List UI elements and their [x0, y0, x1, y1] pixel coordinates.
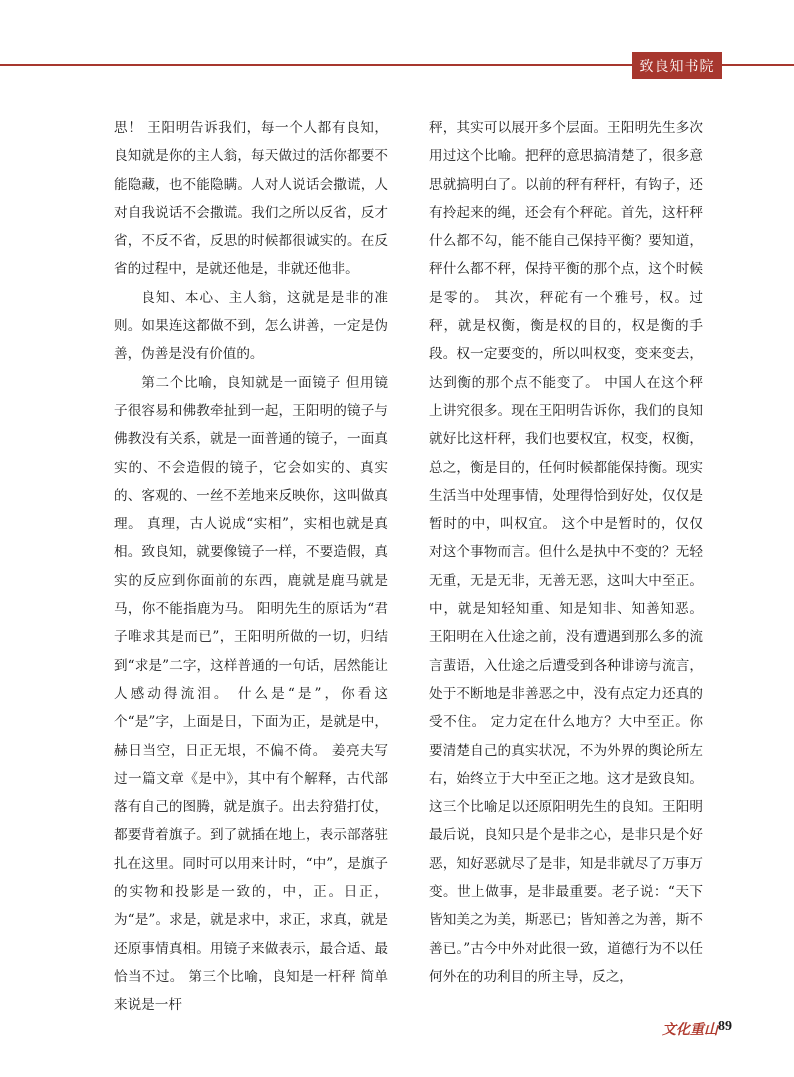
- page-number: 89: [718, 1019, 732, 1034]
- section-tag: 致良知书院: [632, 52, 722, 79]
- paragraph: 思！ 王阳明告诉我们，每一个人都有良知，良知就是你的主人翁，每天做过的活你都要不能隐藏，也不能隐瞒。人对人说话会撒谎，人对自我说话不会撒谎。我们之所以反省，反才省，不反不省，反思的时候都很诚实的。在反省的过程中，是就还他是，非就还他非。: [114, 120, 388, 278]
- paragraph: 第二个比喻，良知就是一面镜子 但用镜子很容易和佛教牵扯到一起，王阳明的镜子与佛教没有关系，就是一面普通的镜子，一面真实的、不会造假的镜子，它会如实的、真实的、客观的、一丝不差地来反映你，这叫做真理。 真理，古人说成“实相”，实相也就是真相。致良知，就要像镜子一样，不要造假，真实的反应到你面前的东西，鹿就是鹿马就是马，你不能指鹿为马。 阳明先生的原话为“君子唯求其是而已”，王阳明所做的一切，归结到“求是”二字，这样普通的一句话，居然能让人感动得流泪。 什么是“是”，你看这个“是”字，上面是日，下面为正，是就是中，赫日当空，日正无垠，不偏不倚。 姜亮夫写过一篇文章《是中》，其中有个解释，古代部落有自己的图腾，就是旗子。出去狩猎打仗，都要背着旗子。到了就插在地上，表示部落驻扎在这里。同时可以用来计时，“中”，是旗子的实物和投影是一致的，中，正。日正，为“是”。求是，就是求中，求正，求真，就是还原事情真相。用镜子来做表示，最合适、最恰当不过。 第三个比喻，良知是一杆秤 简单来说是一杆: [114, 374, 388, 1014]
- magazine-logo: 文化重山: [662, 1022, 718, 1038]
- left-column: [114, 114, 388, 1020]
- paragraph: 秤，其实可以展开多个层面。王阳明先生多次用过这个比喻。把秤的意思搞清楚了，很多意思就搞明白了。以前的秤有秤杆，有钩子，还有拎起来的绳，还会有个秤砣。首先，这杆秤什么都不勾，能不能自己保持平衡？要知道，秤什么都不秤，保持平衡的那个点，这个时候是零的。 其次，秤砣有一个雅号，权。过秤，就是权衡，衡是权的目的，权是衡的手段。权一定要变的，所以叫权变，变来变去，达到衡的那个点不能变了。 中国人在这个秤上讲究很多。现在王阳明告诉你，我们的良知就好比这杆秤，我们也要权宜，权变，权衡，总之，衡是目的，任何时候都能保持衡。现实生活当中处理事情，处理得恰到好处，仅仅是暂时的中，叫权宜。 这个中是暂时的，仅仅对这个事物而言。但什么是执中不变的？无轻无重，无是无非，无善无恶，这叫大中至正。中，就是知轻知重、知是知非、知善知恶。 王阳明在入仕途之前，没有遭遇到那么多的流言蜚语，入仕途之后遭受到各种诽谤与流言，处于不断地是非善恶之中，没有点定力还真的受不住。 定力定在什么地方？大中至正。你要清楚自己的真实状况，不为外界的舆论所左右，始终立于大中至正之地。这才是致良知。 这三个比喻足以还原阳明先生的良知。王阳明最后说，良知只是个是非之心，是非只是个好恶，知好恶就尽了是非，知是非就尽了万事万变。世上做事，是非最重要。老子说：“天下皆知美之为美，斯恶已；皆知善之为善，斯不善已。”古今中外对此很一致，道德行为不以任何外在的功利目的所主导，反之，: [429, 120, 703, 985]
- right-column: [429, 114, 703, 991]
- paragraph: 良知、本心、主人翁，这就是是非的准则。如果连这都做不到，怎么讲善，一定是伪善，伪善是没有价值的。: [114, 289, 388, 363]
